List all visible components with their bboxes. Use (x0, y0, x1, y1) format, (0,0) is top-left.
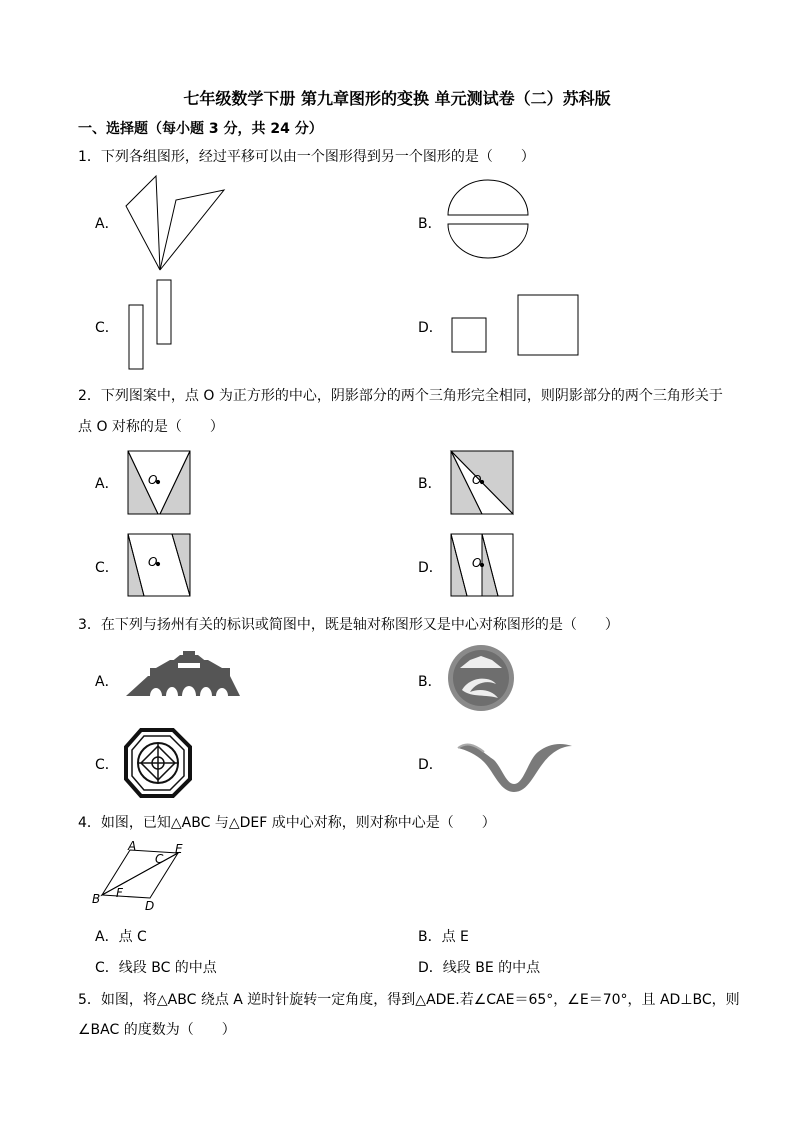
q1-option-c-label: C． (95, 320, 119, 336)
q3-option-a-label: A． (95, 674, 119, 690)
question-5-line1: 5．如图，将△ABC 绕点 A 逆时针旋转一定角度，得到△ADE.若∠CAE＝65°，∠E＝70°，且 AD⊥BC，则 (78, 992, 740, 1008)
q3-option-c-label: C． (95, 757, 119, 773)
question-2-line2: 点 O 对称的是（ ） (78, 419, 224, 435)
q1-option-d-label: D． (418, 320, 443, 336)
q2-option-d-label: D． (418, 560, 443, 576)
q3-option-b-label: B． (418, 674, 442, 690)
q2a-center-label: O (148, 473, 158, 487)
q4-option-a: A．点 C (95, 929, 147, 945)
q4-point-d: D (145, 899, 155, 913)
question-1-text: 1．下列各组图形，经过平移可以由一个图形得到另一个图形的是（ ） (78, 149, 535, 165)
q4-option-c: C．线段 BC 的中点 (95, 960, 217, 976)
q4-point-b: B (92, 892, 101, 906)
q2-option-a-label: A． (95, 476, 119, 492)
section-heading: 一、选择题（每小题 3 分，共 24 分） (78, 121, 323, 137)
q4-point-c: C (155, 852, 164, 866)
q3-option-d-label: D． (418, 757, 443, 773)
q4-option-d: D．线段 BE 的中点 (418, 960, 541, 976)
q2c-center-label: O (148, 555, 158, 569)
q4-point-f: F (116, 886, 123, 900)
question-4-text: 4．如图，已知△ABC 与△DEF 成中心对称，则对称中心是（ ） (78, 815, 496, 831)
q4-option-b: B．点 E (418, 929, 469, 945)
q1-option-b-label: B． (418, 216, 442, 232)
question-3-text: 3．在下列与扬州有关的标识或简图中，既是轴对称图形又是中心对称图形的是（ ） (78, 617, 619, 633)
q2d-center-label: O (472, 556, 482, 570)
q2-option-c-label: C． (95, 560, 119, 576)
q2-option-b-label: B． (418, 476, 442, 492)
triangle-def (102, 853, 178, 898)
question-5-line2: ∠BAC 的度数为（ ） (78, 1022, 236, 1038)
page-title: 七年级数学下册 第九章图形的变换 单元测试卷（二）苏科版 (183, 89, 611, 108)
question-2-line1: 2．下列图案中，点 O 为正方形的中心，阴影部分的两个三角形完全相同，则阴影部分的两个三角形关于 (78, 388, 723, 404)
q4-point-e: E (175, 842, 183, 856)
q4-point-a: A (128, 839, 137, 853)
q1-option-a-label: A． (95, 216, 119, 232)
q2b-center-label: O (472, 473, 482, 487)
